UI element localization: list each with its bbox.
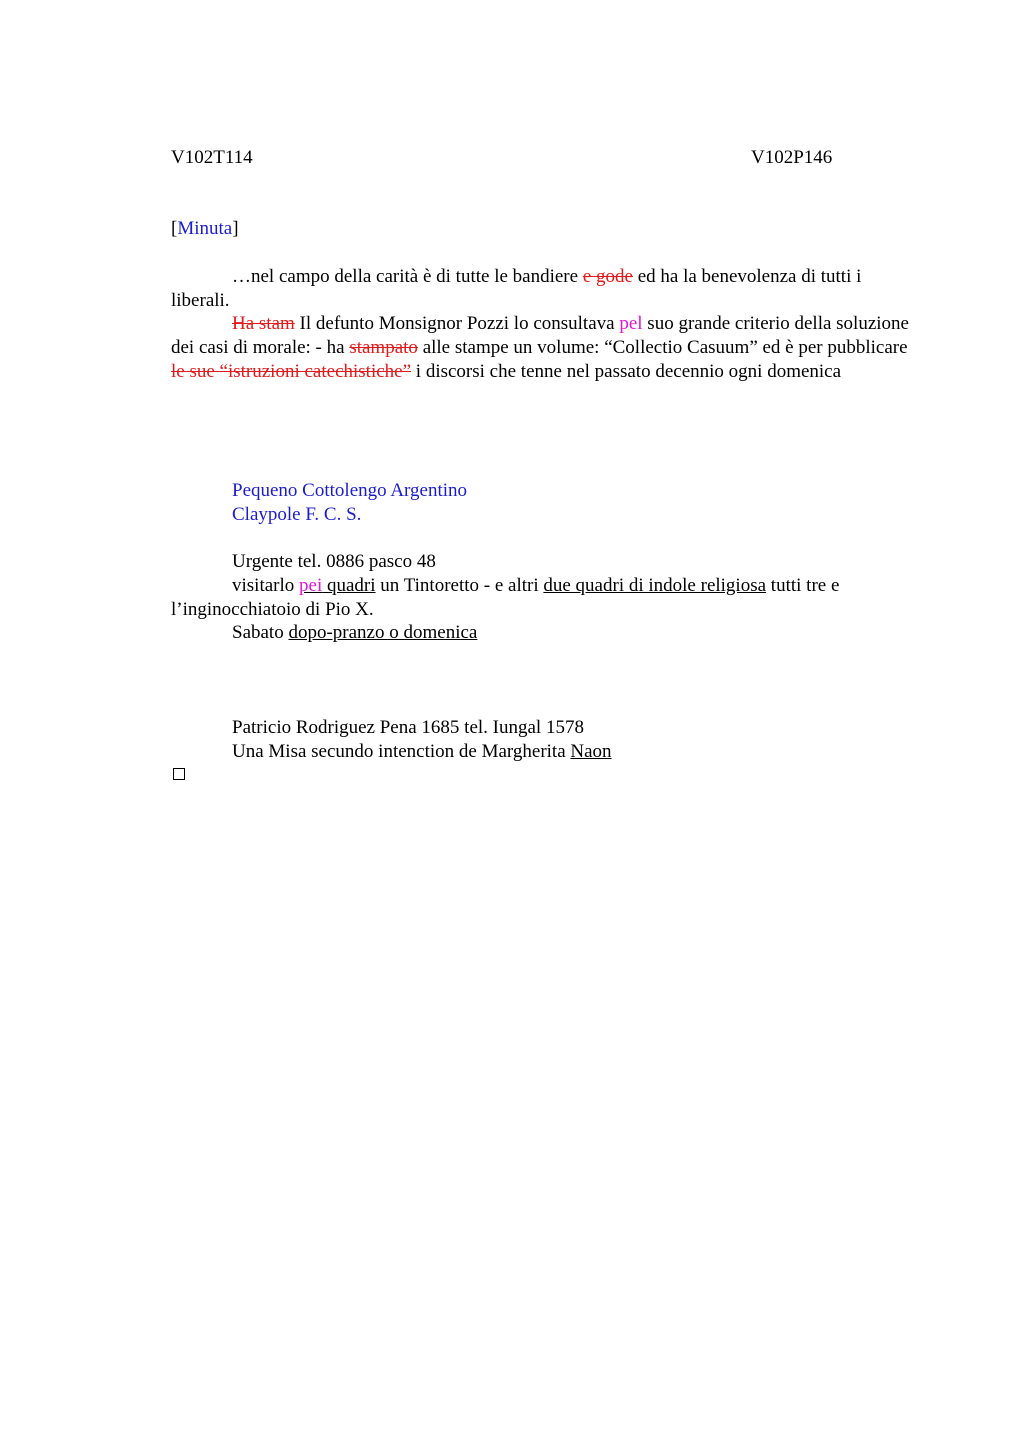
visit-text-c: tutti tre e l’inginocchiatoio di Pio X. <box>171 575 840 620</box>
patricio-address-line: Patricio Rodriguez Pena 1685 tel. Iungal 1578 <box>232 717 584 738</box>
paragraph1-text-a: …nel campo della carità è di tutte le bandiere <box>232 266 583 287</box>
visit-underlined-due-quadri: due quadri di indole religiosa <box>543 575 767 596</box>
paragraph-pozzi <box>171 312 917 384</box>
paragraph2-struck-istruzioni: le sue “istruzioni catechistiche” <box>171 361 412 382</box>
paragraph-visitarlo <box>171 574 917 622</box>
header-right-code: V102P146 <box>751 147 833 168</box>
sabato-line <box>232 621 477 645</box>
minuta-open-bracket: [ <box>171 218 178 239</box>
address-line-1: Pequeno Cottolengo Argentino <box>232 480 468 501</box>
misa-text: Una Misa secundo intenction de Margherita <box>232 741 571 762</box>
address-line-2: Claypole F. C. S. <box>232 504 362 525</box>
paragraph1-struck-e-gode: e gode <box>582 266 633 287</box>
paragraph-carita <box>171 265 917 313</box>
paragraph2-struck-ha-stam: Ha stam <box>232 313 295 334</box>
paragraph2-text-b: suo grande criterio della soluzione dei casi di morale: - ha <box>171 313 909 358</box>
visit-text-b: un Tintoretto - e altri <box>375 575 544 596</box>
sabato-text: Sabato <box>232 622 289 643</box>
minuta-text: Minuta <box>177 218 233 239</box>
visit-text-a: visitarlo <box>232 575 300 596</box>
paragraph2-text-a: Il defunto Monsignor Pozzi lo consultava <box>294 313 620 334</box>
misa-line <box>232 740 612 764</box>
paragraph2-text-d: i discorsi che tenne nel passato decennio ogni domenica <box>411 361 842 382</box>
misa-underlined-naon: Naon <box>570 741 612 762</box>
visit-underlined-quadri: quadri <box>322 575 376 596</box>
header-left-code: V102T114 <box>171 147 253 168</box>
end-mark-box <box>173 768 185 780</box>
minuta-label <box>171 217 239 241</box>
visit-inserted-pei: pei <box>299 575 323 596</box>
paragraph2-inserted-pel: pel <box>619 313 643 334</box>
paragraph2-struck-stampato: stampato <box>349 337 418 358</box>
paragraph1-text-b: ed ha la benevolenza di tutti i liberali. <box>171 266 862 311</box>
minuta-close-bracket: ] <box>232 218 239 239</box>
sabato-underlined: dopo-pranzo o domenica <box>288 622 478 643</box>
urgent-phone-line: Urgente tel. 0886 pasco 48 <box>232 551 436 572</box>
paragraph2-text-c: alle stampe un volume: “Collectio Casuum” ed è per pubblicare <box>417 337 908 358</box>
